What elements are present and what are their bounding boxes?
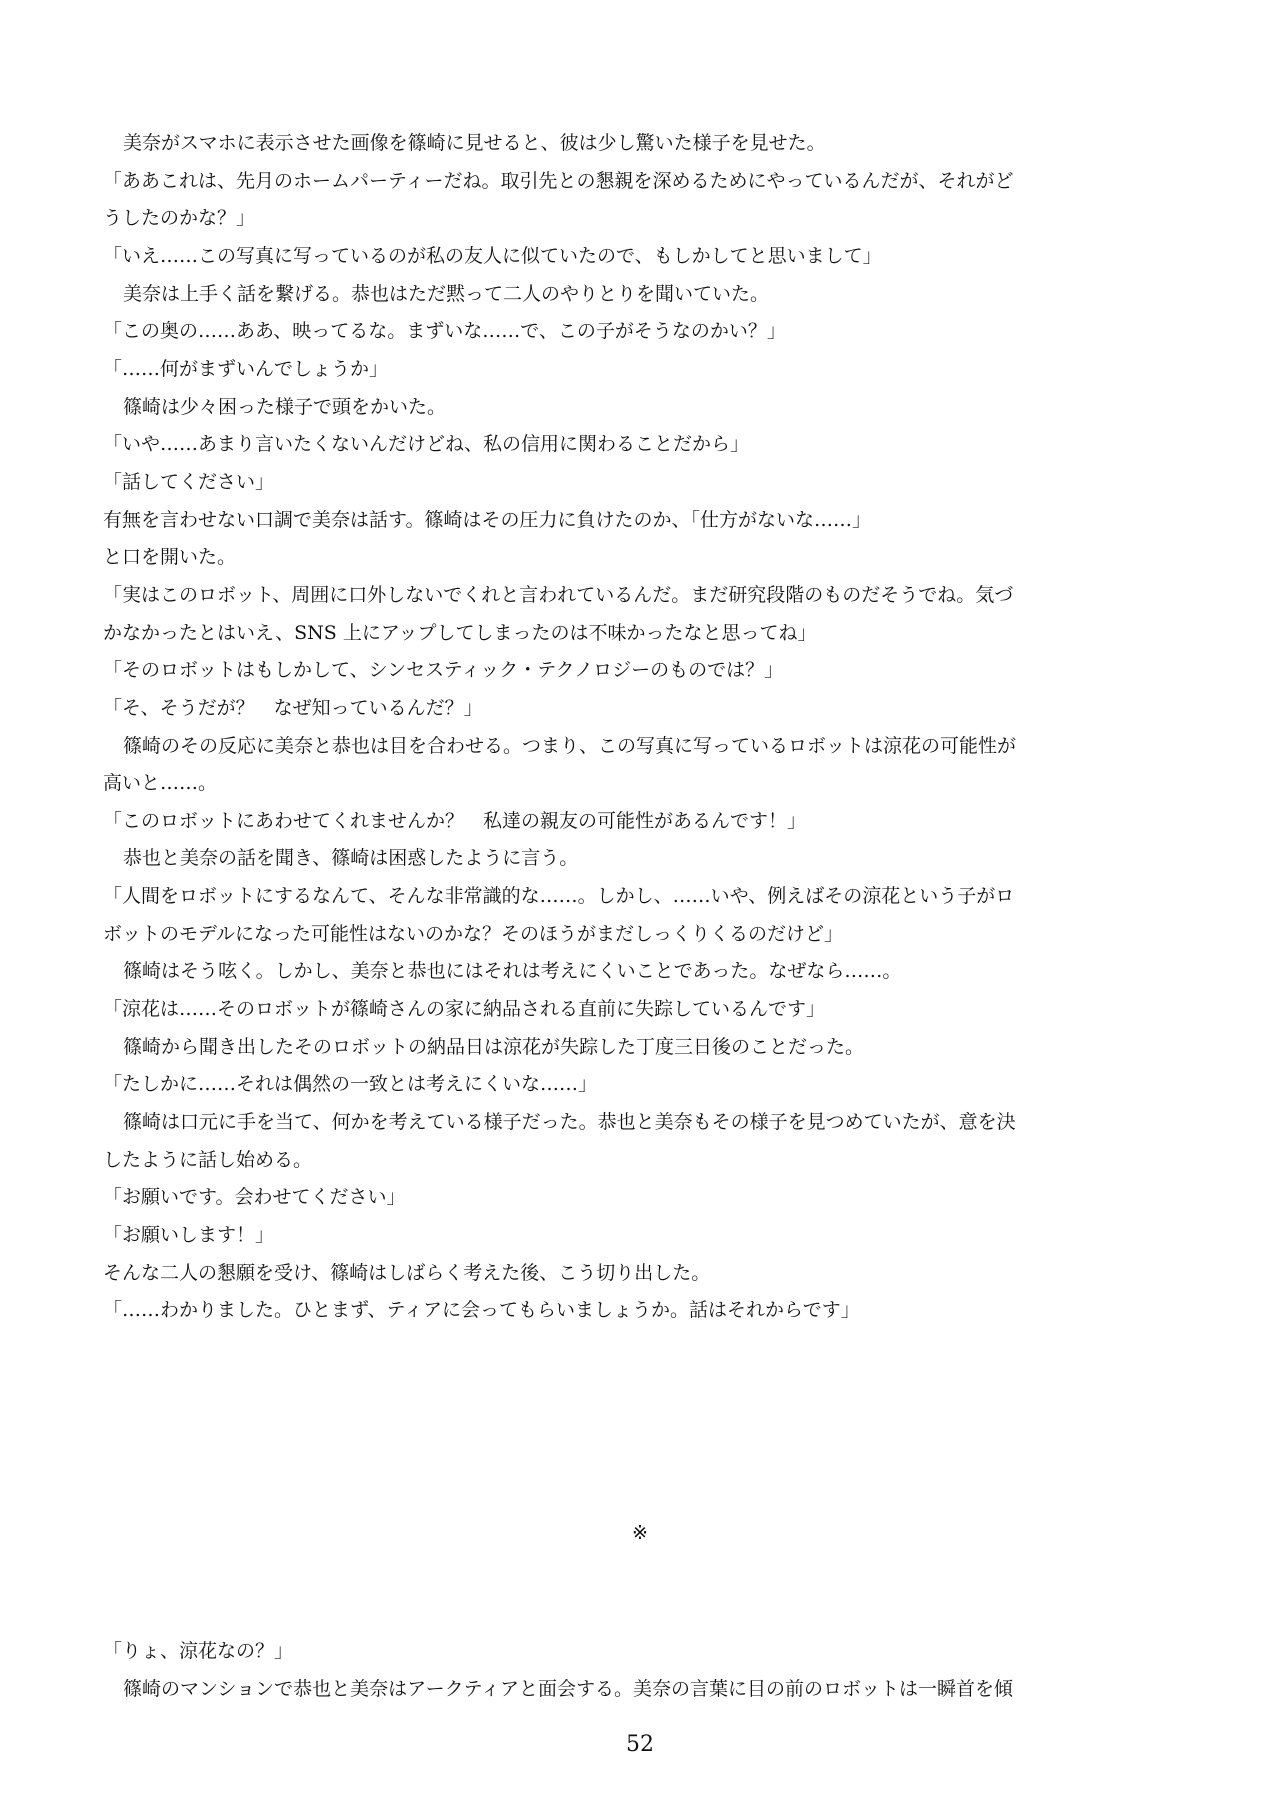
body-text-continued: [103, 1633, 1183, 1708]
text-line: 「話してください」: [103, 470, 275, 493]
text-line: 「この奥の……ああ、映ってるな。まずいな……で、この子がそうなのかい？」: [103, 320, 786, 343]
text-line: 高いと……。: [103, 772, 218, 795]
text-line: したように話し始める。: [103, 1148, 313, 1171]
body-text: [103, 125, 1183, 1330]
text-line: 美奈がスマホに表示させた画像を篠崎に見せると、彼は少し驚いた様子を見せた。: [123, 132, 826, 154]
text-line: 「たしかに……それは偶然の一致とは考えにくいな……」: [103, 1073, 598, 1096]
text-line: 篠崎は少々困った様子で頭をかいた。: [123, 395, 447, 418]
text-line: 「りょ、涼花なの？」: [103, 1640, 294, 1662]
text-line: 「人間をロボットにするなんて、そんな非常識的な……。しかし、……いや、例えばその涼花という子がロ: [103, 885, 1015, 908]
text-line: 有無を言わせない口調で美奈は話す。篠崎はその圧力に負けたのか、「仕方がないな……」: [103, 508, 871, 531]
text-line: うしたのかな？」: [103, 207, 256, 230]
text-line: 篠崎のその反応に美奈と恭也は目を合わせる。つまり、この写真に写っているロボットは涼花の可能性が: [123, 734, 1017, 757]
text-line: 「お願いです。会わせてください」: [103, 1186, 406, 1209]
text-line: 「実はこのロボット、周囲に口外しないでくれと言われているんだ。まだ研究段階のものだそうでね。気づ: [103, 583, 1014, 606]
text-line: 「いや……あまり言いたくないんだけどね、私の信用に関わることだから」: [103, 433, 750, 456]
text-line: 「そのロボットはもしかして、シンセスティック・テクノロジーのものでは？」: [103, 659, 784, 682]
text-line: 「このロボットにあわせてくれませんか？ 私達の親友の可能性があるんです！」: [103, 809, 807, 832]
text-line: 篠崎は口元に手を当て、何かを考えている様子だった。恭也と美奈もその様子を見つめていたが、意を決: [123, 1111, 1016, 1134]
text-line: 「お願いします！」: [103, 1224, 275, 1247]
text-line: 篠崎はそう呟く。しかし、美奈と恭也にはそれは考えにくいことであった。なぜなら……。: [123, 960, 902, 983]
text-line: 「ああこれは、先月のホームパーティーだね。取引先との懇親を深めるためにやっているんだが、それがど: [103, 169, 1014, 192]
text-line: 「……何がまずいんでしょうか」: [103, 357, 389, 380]
text-line: 「そ、そうだが？ なぜ知っているんだ？」: [103, 696, 483, 719]
text-line: 恭也と美奈の話を聞き、篠崎は困惑したように言う。: [123, 847, 579, 870]
text-line: そんな二人の懇願を受け、篠崎はしばらく考えた後、こう切り出した。: [103, 1261, 711, 1284]
text-line: 美奈は上手く話を繋げる。恭也はただ黙って二人のやりとりを聞いていた。: [123, 282, 770, 305]
page-number: 52: [626, 1732, 654, 1757]
text-line: 篠崎から聞き出したそのロボットの納品日は涼花が失踪した丁度三日後のことだった。: [123, 1035, 865, 1058]
text-line: 「いえ……この写真に写っているのが私の友人に似ていたので、もしかしてと思いまして」: [103, 244, 882, 267]
text-line: 篠崎のマンションで恭也と美奈はアークティアと面会する。美奈の言葉に目の前のロボットは一瞬首を傾: [123, 1677, 1014, 1700]
text-line: ボットのモデルになった可能性はないのかな？そのほうがまだしっくりくるのだけど」: [103, 922, 844, 945]
text-line: 「……わかりました。ひとまず、ティアに会ってもらいましょうか。話はそれからです」: [103, 1299, 860, 1322]
text-line: 「涼花は……そのロボットが篠崎さんの家に納品される直前に失踪しているんです」: [103, 998, 826, 1021]
text-line: かなかったとはいえ、SNS 上にアップしてしまったのは不味かったなと思ってね」: [103, 621, 817, 644]
text-line: と口を開いた。: [103, 546, 237, 569]
section-break-mark: ※: [632, 1522, 648, 1544]
